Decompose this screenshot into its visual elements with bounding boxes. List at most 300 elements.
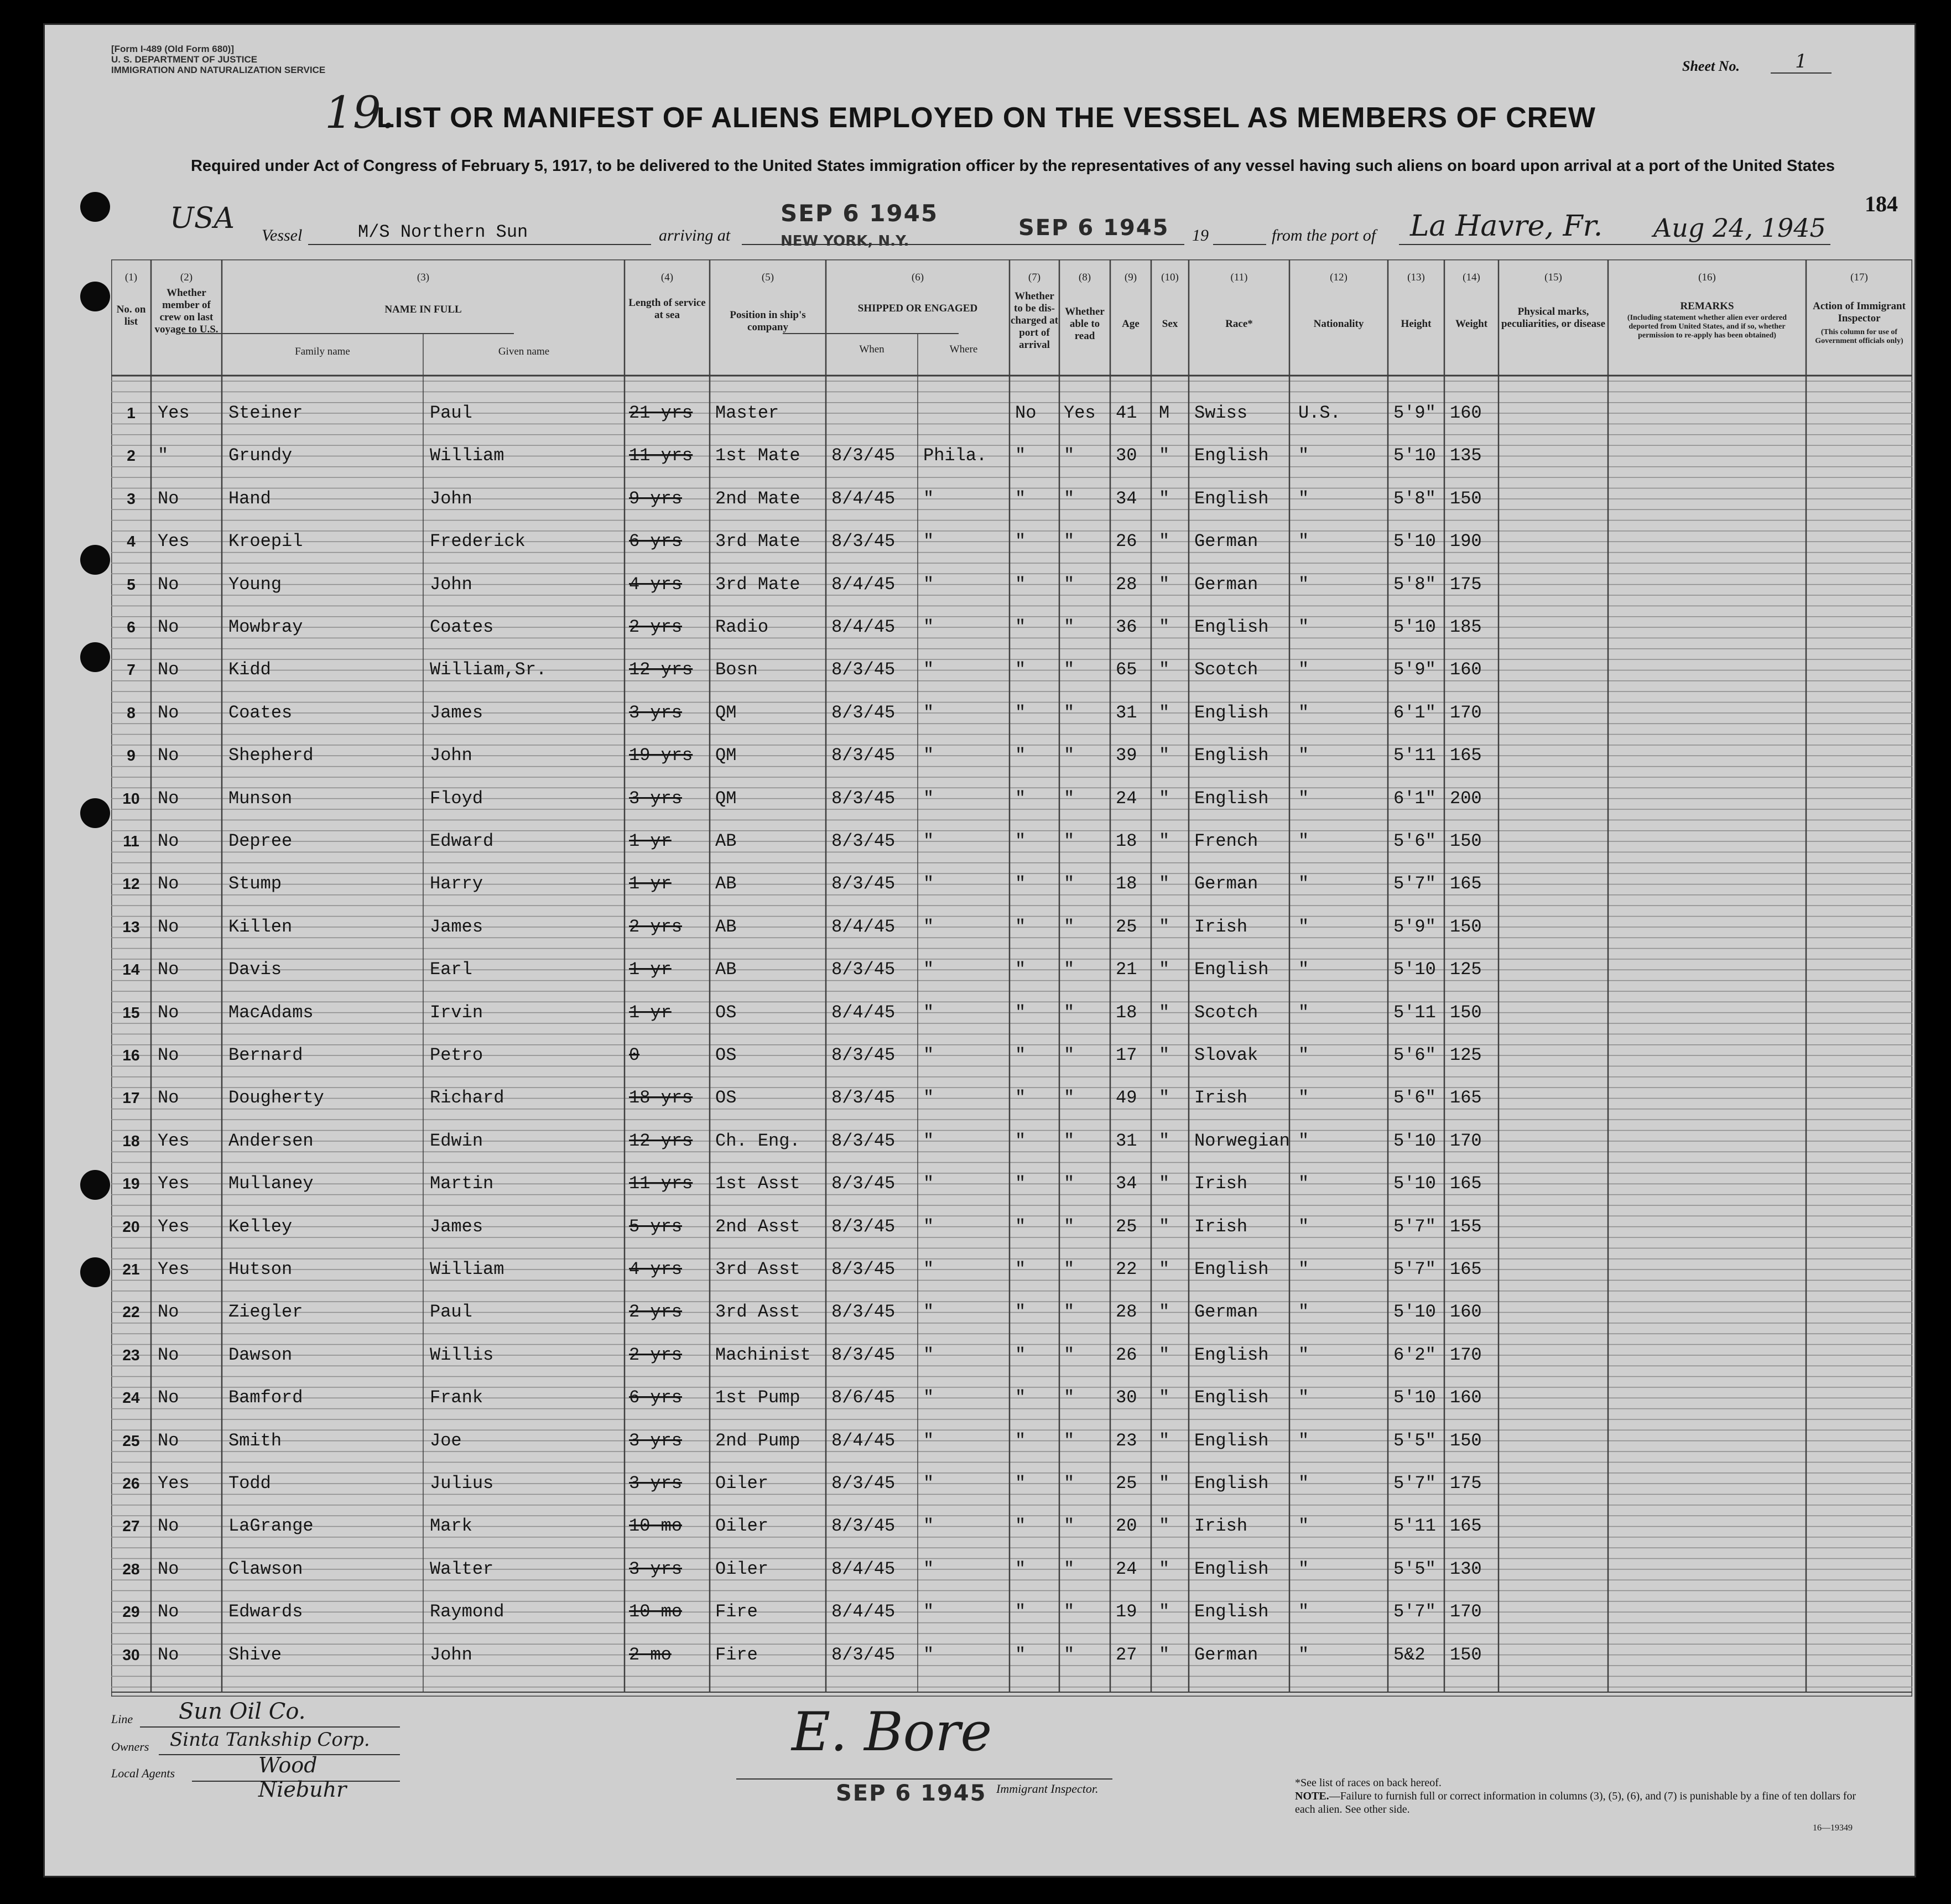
cell-race: English	[1194, 1601, 1269, 1622]
table-row	[111, 873, 1912, 895]
cell-where: "	[923, 1302, 934, 1323]
cell-last: No	[158, 617, 179, 637]
cell-sex: "	[1159, 574, 1170, 595]
table-row	[111, 1644, 1912, 1666]
arriving-field	[742, 200, 1184, 249]
cell-race: German	[1194, 574, 1258, 595]
cell-sex: "	[1159, 1516, 1170, 1537]
table-row	[111, 916, 1912, 938]
cell-race: Scotch	[1194, 1002, 1258, 1023]
cell-height: 5'10	[1393, 531, 1436, 552]
cell-no: 19	[122, 1175, 140, 1193]
table-row	[111, 1044, 1912, 1067]
cell-no: 26	[122, 1475, 140, 1492]
cell-height: 5'7"	[1393, 1601, 1436, 1622]
cell-no: 1	[127, 404, 136, 422]
table-row	[111, 1473, 1912, 1495]
cell-when: 8/3/45	[831, 1302, 896, 1323]
sheet-number-label: Sheet No.	[1682, 58, 1740, 74]
cell-disch: "	[1015, 1173, 1026, 1194]
cell-sex: "	[1159, 873, 1170, 894]
cell-height: 5'7"	[1393, 1216, 1436, 1237]
table-row	[111, 959, 1912, 981]
cell-given: Harry	[430, 873, 483, 894]
cell-age: 25	[1116, 1473, 1137, 1494]
cell-service: 2 yrs	[629, 1344, 683, 1365]
cell-when: 8/4/45	[831, 1601, 896, 1622]
cell-service: 4 yrs	[629, 1259, 683, 1279]
header-physical-marks: Physical marks, peculiarities, or disease	[1501, 306, 1606, 330]
cell-service: 3 yrs	[629, 1558, 683, 1579]
cell-sex: "	[1159, 488, 1170, 509]
cell-service: 9 yrs	[629, 488, 683, 509]
cell-read: "	[1064, 873, 1075, 894]
cell-weight: 170	[1450, 702, 1482, 723]
cell-no: 22	[122, 1303, 140, 1321]
cell-no: 5	[127, 575, 136, 593]
cell-service: 10 mo	[629, 1516, 683, 1537]
departure-date: Aug 24, 1945	[1653, 213, 1826, 243]
cell-no: 9	[127, 747, 136, 764]
col-num-13: (13)	[1407, 272, 1425, 283]
col-num-7: (7)	[1028, 272, 1041, 283]
cell-service: 1 yr	[629, 831, 672, 851]
vessel-name: M/S Northern Sun	[358, 222, 528, 242]
cell-disch: "	[1015, 445, 1026, 466]
cell-where: "	[923, 873, 934, 894]
cell-given: Petro	[430, 1045, 483, 1065]
col-num-8: (8)	[1078, 272, 1091, 283]
cell-no: 11	[123, 833, 139, 850]
cell-sex: "	[1159, 1173, 1170, 1194]
cell-disch: "	[1015, 574, 1026, 595]
cell-weight: 170	[1450, 1601, 1482, 1622]
cell-service: 10 mo	[629, 1601, 683, 1622]
header-sex: Sex	[1162, 318, 1178, 330]
cell-given: William,Sr.	[430, 659, 547, 680]
agents-label: Local Agents	[111, 1766, 175, 1780]
cell-last: No	[158, 1088, 179, 1109]
binder-hole	[80, 192, 110, 222]
cell-height: 6'1"	[1393, 702, 1436, 723]
cell-read: "	[1064, 1130, 1075, 1151]
cell-service: 3 yrs	[629, 1473, 683, 1494]
cell-nat: "	[1298, 1430, 1309, 1451]
cell-no: 14	[122, 961, 140, 979]
binder-hole	[80, 1170, 110, 1200]
col-num-17: (17)	[1850, 272, 1868, 283]
cell-where: "	[923, 1344, 934, 1365]
header-position: Position in ship's company	[730, 309, 806, 333]
cell-nat: "	[1298, 1601, 1309, 1622]
cell-age: 34	[1116, 1173, 1137, 1194]
cell-nat: "	[1298, 1088, 1309, 1109]
cell-height: 5'10	[1393, 1387, 1436, 1408]
cell-service: 5 yrs	[629, 1216, 683, 1237]
cell-family: LaGrange	[228, 1516, 314, 1537]
cell-height: 5'9"	[1393, 403, 1436, 423]
cell-sex: "	[1159, 659, 1170, 680]
cell-sex: "	[1159, 1259, 1170, 1279]
cell-service: 3 yrs	[629, 702, 683, 723]
cell-family: Ziegler	[228, 1302, 303, 1323]
cell-nat: "	[1298, 659, 1309, 680]
cell-read: "	[1064, 1344, 1075, 1365]
cell-given: Coates	[430, 617, 494, 637]
header-shipped-engaged: SHIPPED OR ENGAGED	[857, 303, 978, 314]
vessel-label: Vessel	[262, 226, 303, 244]
cell-read: "	[1064, 1002, 1075, 1023]
cell-service: 1 yr	[629, 873, 672, 894]
cell-nat: "	[1298, 1558, 1309, 1579]
cell-service: 12 yrs	[629, 659, 693, 680]
cell-service: 2 yrs	[629, 916, 683, 937]
cell-weight: 150	[1450, 488, 1482, 509]
cell-no: 17	[122, 1089, 140, 1107]
cell-read: "	[1064, 1601, 1075, 1622]
cell-position: 2nd Pump	[715, 1430, 800, 1451]
cell-age: 30	[1116, 1387, 1137, 1408]
cell-age: 21	[1116, 959, 1137, 980]
cell-weight: 150	[1450, 1644, 1482, 1665]
header-height: Height	[1401, 318, 1432, 330]
cell-last: "	[158, 445, 169, 466]
cell-height: 5'10	[1393, 617, 1436, 637]
table-row	[111, 745, 1912, 767]
cell-family: Kroepil	[228, 531, 303, 552]
cell-family: Hutson	[228, 1259, 293, 1279]
cell-last: No	[158, 1302, 179, 1323]
line-value: Sun Oil Co.	[179, 1699, 306, 1724]
cell-when: 8/4/45	[831, 617, 896, 637]
col-num-6: (6)	[911, 272, 924, 283]
note-label: NOTE.	[1295, 1790, 1329, 1802]
cell-family: Kidd	[228, 659, 271, 680]
cell-height: 6'2"	[1393, 1344, 1436, 1365]
cell-where: "	[923, 1387, 934, 1408]
header-remarks: REMARKS	[1680, 300, 1734, 312]
table-row	[111, 1301, 1912, 1323]
col-num-15: (15)	[1544, 272, 1562, 283]
table-row	[111, 1216, 1912, 1238]
cell-nat: "	[1298, 916, 1309, 937]
cell-family: Grundy	[228, 445, 293, 466]
cell-age: 28	[1116, 1302, 1137, 1323]
col-num-12: (12)	[1330, 272, 1348, 283]
cell-disch: "	[1015, 1088, 1026, 1109]
cell-position: Bosn	[715, 659, 758, 680]
cell-weight: 165	[1450, 745, 1482, 766]
cell-family: Stump	[228, 873, 282, 894]
inspector-label: Immigrant Inspector.	[996, 1782, 1099, 1796]
cell-disch: "	[1015, 1216, 1026, 1237]
manifest-number: 19.	[325, 87, 396, 138]
cell-race: Norwegian	[1194, 1130, 1290, 1151]
cell-no: 21	[122, 1261, 140, 1278]
cell-given: William	[430, 1259, 504, 1279]
cell-service: 2 yrs	[629, 617, 683, 637]
cell-given: Paul	[430, 403, 472, 423]
cell-disch: "	[1015, 1644, 1026, 1665]
cell-read: "	[1064, 1259, 1075, 1279]
cell-race: Irish	[1194, 916, 1248, 937]
cell-where: "	[923, 531, 934, 552]
table-row	[111, 1601, 1912, 1623]
arrival-port: NEW YORK, N.Y.	[781, 233, 909, 249]
cell-sex: "	[1159, 1344, 1170, 1365]
cell-position: AB	[715, 831, 737, 851]
cell-race: English	[1194, 745, 1269, 766]
cell-age: 36	[1116, 617, 1137, 637]
cell-disch: No	[1015, 403, 1037, 423]
cell-where: "	[923, 831, 934, 851]
cell-family: Shepherd	[228, 745, 314, 766]
header-nationality: Nationality	[1313, 318, 1364, 330]
header-remarks-note: (Including statement whether alien ever ordered deported from United States, and if so, whether permission to re-apply has been obtained)	[1627, 314, 1787, 340]
cell-weight: 165	[1450, 1259, 1482, 1279]
cell-no: 29	[122, 1603, 140, 1621]
cell-given: Floyd	[430, 788, 483, 809]
cell-height: 5'10	[1393, 1173, 1436, 1194]
cell-family: Mowbray	[228, 617, 303, 637]
cell-weight: 165	[1450, 1516, 1482, 1537]
cell-last: Yes	[158, 1216, 190, 1237]
cell-sex: M	[1159, 403, 1170, 423]
cell-age: 26	[1116, 531, 1137, 552]
cell-height: 5'7"	[1393, 873, 1436, 894]
cell-given: John	[430, 1644, 472, 1665]
col-num-11: (11)	[1230, 272, 1248, 283]
cell-nat: "	[1298, 831, 1309, 851]
cell-read: "	[1064, 488, 1075, 509]
year-field	[1213, 219, 1266, 245]
cell-last: No	[158, 1387, 179, 1408]
cell-where: "	[923, 1045, 934, 1065]
cell-no: 30	[122, 1646, 140, 1663]
cell-family: Smith	[228, 1430, 282, 1451]
cell-weight: 125	[1450, 959, 1482, 980]
cell-race: Irish	[1194, 1088, 1248, 1109]
cell-given: Frank	[430, 1387, 483, 1408]
cell-age: 39	[1116, 745, 1137, 766]
binder-hole	[80, 282, 110, 311]
header-last-voyage: Whether member of crew on last voyage to U.S.	[154, 287, 218, 335]
header-no-on-list: No. on list	[116, 304, 146, 327]
cell-when: 8/3/45	[831, 959, 896, 980]
cell-position: QM	[715, 788, 737, 809]
binder-hole	[80, 545, 110, 575]
cell-last: No	[158, 788, 179, 809]
cell-weight: 170	[1450, 1130, 1482, 1151]
cell-last: No	[158, 702, 179, 723]
binder-hole	[80, 798, 110, 828]
cell-given: Paul	[430, 1302, 472, 1323]
cell-position: OS	[715, 1002, 737, 1023]
cell-given: Willis	[430, 1344, 494, 1365]
cell-race: English	[1194, 702, 1269, 723]
cell-age: 26	[1116, 1344, 1137, 1365]
cell-weight: 165	[1450, 1173, 1482, 1194]
cell-read: "	[1064, 1045, 1075, 1065]
from-port-field	[1399, 210, 1830, 245]
col-num-2: (2)	[180, 272, 193, 283]
cell-sex: "	[1159, 1130, 1170, 1151]
cell-given: Julius	[430, 1473, 494, 1494]
cell-height: 5'8"	[1393, 574, 1436, 595]
cell-last: No	[158, 745, 179, 766]
cell-height: 5'8"	[1393, 488, 1436, 509]
cell-read: "	[1064, 617, 1075, 637]
cell-family: Kelley	[228, 1216, 293, 1237]
cell-family: Mullaney	[228, 1173, 314, 1194]
cell-position: QM	[715, 702, 737, 723]
cell-position: 3rd Asst	[715, 1259, 800, 1279]
cell-read: "	[1064, 659, 1075, 680]
cell-when: 8/3/45	[831, 1045, 896, 1065]
page-number: 184	[1865, 191, 1898, 216]
table-row	[111, 445, 1912, 467]
cell-when: 8/3/45	[831, 1516, 896, 1537]
table-row	[111, 1387, 1912, 1409]
col-num-14: (14)	[1463, 272, 1480, 283]
cell-last: Yes	[158, 531, 190, 552]
cell-position: OS	[715, 1088, 737, 1109]
cell-height: 5'6"	[1393, 1088, 1436, 1109]
form-notes	[1295, 1776, 1859, 1816]
cell-where: "	[923, 1473, 934, 1494]
cell-last: No	[158, 1344, 179, 1365]
cell-read: "	[1064, 702, 1075, 723]
cell-race: English	[1194, 445, 1269, 466]
cell-nat: "	[1298, 702, 1309, 723]
table-row	[111, 702, 1912, 724]
cell-family: Todd	[228, 1473, 271, 1494]
cell-height: 5'11	[1393, 1002, 1436, 1023]
cell-given: Edward	[430, 831, 494, 851]
sheet-number: 1	[1771, 50, 1832, 74]
cell-given: John	[430, 488, 472, 509]
cell-position: 3rd Asst	[715, 1302, 800, 1323]
cell-when: 8/3/45	[831, 873, 896, 894]
cell-sex: "	[1159, 1302, 1170, 1323]
cell-disch: "	[1015, 1002, 1026, 1023]
cell-position: AB	[715, 959, 737, 980]
cell-age: 23	[1116, 1430, 1137, 1451]
cell-race: English	[1194, 959, 1269, 980]
cell-where: "	[923, 488, 934, 509]
cell-sex: "	[1159, 702, 1170, 723]
cell-position: Oiler	[715, 1473, 769, 1494]
header-given-name: Given name	[498, 346, 550, 357]
cell-height: 5'11	[1393, 745, 1436, 766]
col-num-10: (10)	[1161, 272, 1179, 283]
cell-where: "	[923, 1002, 934, 1023]
cell-service: 11 yrs	[629, 445, 693, 466]
cell-family: Andersen	[228, 1130, 314, 1151]
cell-no: 3	[127, 490, 136, 507]
cell-position: Fire	[715, 1644, 758, 1665]
table-row	[111, 830, 1912, 852]
table-row	[111, 616, 1912, 638]
cell-read: "	[1064, 959, 1075, 980]
cell-race: German	[1194, 1644, 1258, 1665]
usa-note: USA	[170, 202, 235, 235]
department-name: U. S. DEPARTMENT OF JUSTICE	[111, 54, 258, 65]
cell-age: 28	[1116, 574, 1137, 595]
cell-no: 25	[122, 1432, 140, 1449]
cell-last: No	[158, 1644, 179, 1665]
cell-sex: "	[1159, 1088, 1170, 1109]
cell-disch: "	[1015, 1344, 1026, 1365]
cell-age: 34	[1116, 488, 1137, 509]
form-subtitle: Required under Act of Congress of February 5, 1917, to be delivered to the United States immigration officer by the representatives of any vessel having such aliens on board upon arrival at a port of the United States	[190, 157, 1835, 175]
cell-race: French	[1194, 831, 1258, 851]
cell-height: 5'10	[1393, 1302, 1436, 1323]
cell-read: "	[1064, 445, 1075, 466]
cell-no: 6	[127, 618, 136, 636]
cell-given: Mark	[430, 1516, 472, 1537]
cell-race: Irish	[1194, 1173, 1248, 1194]
col-num-5: (5)	[761, 272, 774, 283]
fine-note	[1295, 1789, 1859, 1816]
header-when: When	[859, 344, 885, 355]
cell-nat: "	[1298, 1130, 1309, 1151]
cell-no: 10	[122, 789, 140, 807]
cell-no: 7	[127, 661, 136, 679]
cell-position: OS	[715, 1045, 737, 1065]
cell-read: "	[1064, 1473, 1075, 1494]
cell-age: 20	[1116, 1516, 1137, 1537]
cell-sex: "	[1159, 445, 1170, 466]
cell-when: 8/3/45	[831, 1173, 896, 1194]
cell-read: "	[1064, 1173, 1075, 1194]
cell-position: 3rd Mate	[715, 531, 800, 552]
cell-race: German	[1194, 531, 1258, 552]
cell-race: Irish	[1194, 1216, 1248, 1237]
cell-race: German	[1194, 873, 1258, 894]
cell-when: 8/3/45	[831, 702, 896, 723]
cell-read: "	[1064, 1644, 1075, 1665]
cell-age: 25	[1116, 916, 1137, 937]
cell-given: James	[430, 916, 483, 937]
cell-disch: "	[1015, 1387, 1026, 1408]
cell-disch: "	[1015, 1302, 1026, 1323]
cell-age: 24	[1116, 1558, 1137, 1579]
cell-nat: "	[1298, 617, 1309, 637]
cell-when: 8/3/45	[831, 1088, 896, 1109]
table-row	[111, 1258, 1912, 1281]
table-row	[111, 574, 1912, 596]
cell-height: 5'7"	[1393, 1473, 1436, 1494]
cell-when: 8/3/45	[831, 1344, 896, 1365]
cell-age: 30	[1116, 445, 1137, 466]
cell-height: 5'10	[1393, 445, 1436, 466]
cell-when: 8/3/45	[831, 659, 896, 680]
cell-last: Yes	[158, 1259, 190, 1279]
cell-when: 8/3/45	[831, 445, 896, 466]
cell-given: Raymond	[430, 1601, 504, 1622]
cell-when: 8/4/45	[831, 1002, 896, 1023]
cell-when: 8/3/45	[831, 1216, 896, 1237]
cell-when: 8/4/45	[831, 1430, 896, 1451]
cell-race: English	[1194, 1558, 1269, 1579]
cell-read: "	[1064, 831, 1075, 851]
cell-disch: "	[1015, 788, 1026, 809]
form-identifier	[111, 44, 325, 75]
owners-value: Sinta Tankship Corp.	[170, 1729, 370, 1751]
cell-service: 12 yrs	[629, 1130, 693, 1151]
cell-no: 2	[127, 447, 136, 465]
